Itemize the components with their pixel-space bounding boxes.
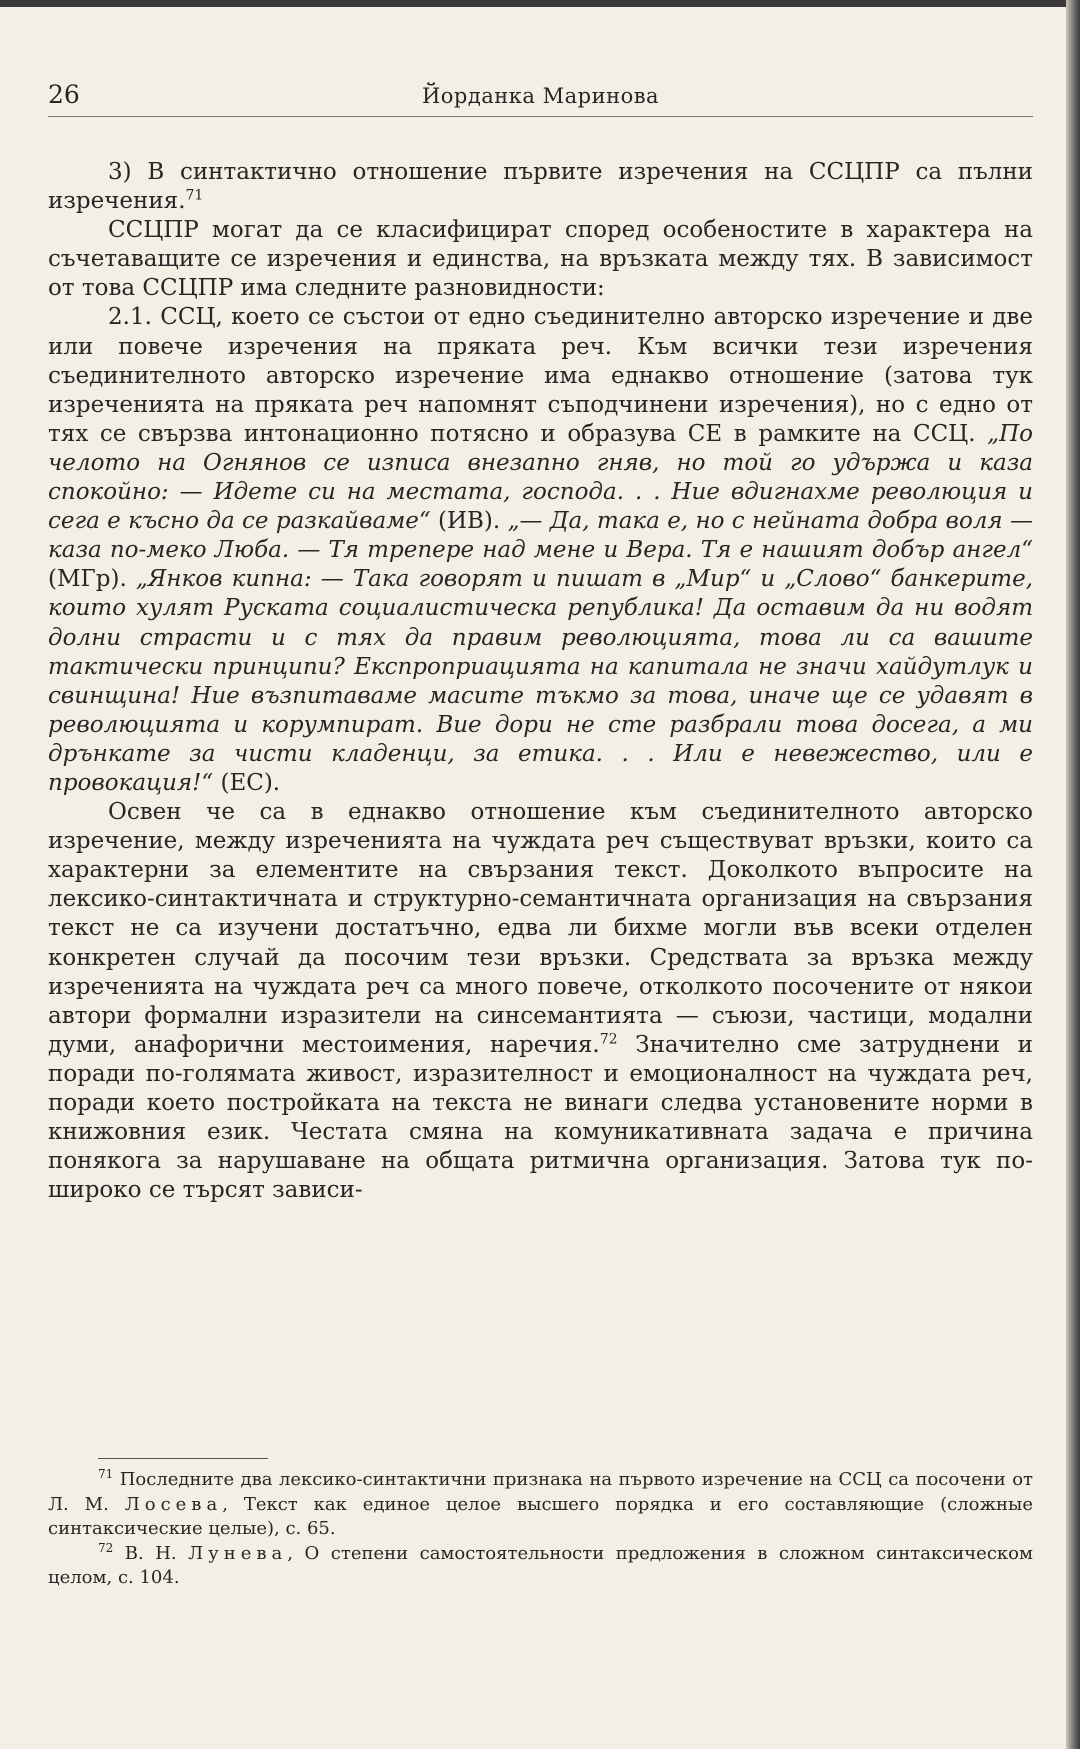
paragraph-2: ССЦПР могат да се класифицират според особеностите в характера на съчетаващите се изречения и единства, на връзката между тях. В зависимост от това ССЦПР има следните разновидности: xyxy=(48,217,1033,302)
footnote-ref: 72 xyxy=(599,1031,618,1048)
footnote-author: Лосева xyxy=(124,1493,223,1515)
page-top-edge xyxy=(0,0,1080,7)
page-header xyxy=(48,80,1033,112)
footnote-author: Лунева xyxy=(188,1542,288,1564)
paragraph-1: 3) В синтактично отношение първите изречения на ССЦПР са пълни изречения.$^{71}$ xyxy=(48,159,1033,215)
quote-source: (ЕС). xyxy=(213,769,281,796)
quote-example: „— Да, така е, но с нейната добра воля — каза по-меко Люба. — Тя трепере над мене и Вера. Тя е нашият добър ангел“ xyxy=(48,508,1034,564)
footnote-rule xyxy=(98,1458,268,1459)
book-spine-edge xyxy=(1066,0,1080,1749)
quote-source: (ИВ). xyxy=(430,508,508,535)
page-number: 26 xyxy=(48,80,80,109)
paragraph-3: 2.1. ССЦ, което се състои от едно съединително авторско изречение и две или повече изречения на пряката реч. Към всички тези изречения съединителното авторско изречение има еднакво отношение (затова тук изреченията на пряката реч напомнят съподчинени изречения), но с едно от тях се свързва интонационно потясно и образува СЕ в рамките на ССЦ. „По челото на Огнянов се изписа внезапно гняв, но той го удържа и каза спокойно: — Идете си на местата, господа. . . Ние вдигнахме революция и сега е късно да се разкайваме“ (ИВ). „— Да, така е, но с нейната добра воля — каза по-меко Люба. — Тя трепере над мене и Вера. Тя е нашият добър ангел“ (МГр). „Янков кипна: — Така говорят и пишат в „Мир“ и „Слово“ банкерите, които хулят Руската социалистическа република! Да оставим да ни водят долни страсти и с тях да правим революцията, това ли са вашите тактически принципи? Експроприацията на капитала не значи хайдутлук и свинщина! Ние възпитаваме масите тъкмо за това, иначе ще се удавят в революцията и корумпират. Вие дори не сте разбрали това досега, а ми дрънкате за чисти кладенци, за етика. . . Или е невежество, или е провокация!“ (ЕС). xyxy=(48,304,1034,796)
footnote: $^{72}$ В. Н. Лунева, О степени самостоятельности предложения в сложном синтаксическом целом, с. 104. xyxy=(48,1540,1033,1588)
quote-example: „Янков кипна: — Така говорят и пишат в „Мир“ и „Слово“ банкерите, които хулят Руската социалистическа република! Да оставим да ни водят долни страсти и с тях да правим революцията, това ли са вашите тактически принципи? Експроприацията на капитала не значи хайдутлук и свинщина! Ние възпитаваме масите тъкмо за това, иначе ще се удавят в революцията и корумпират. Вие дори не сте разбрали това досега, а ми дрънкате за чисти кладенци, за етика. . . Или е невежество, или е провокация!“ xyxy=(48,566,1033,796)
quote-source: (МГр). xyxy=(48,566,136,593)
footnotes xyxy=(48,1468,1033,1591)
paragraph-4: Освен че са в еднакво отношение към съединителното авторско изречение, между изреченията на чуждата реч съществуват връзки, които са характерни за елементите на свързания текст. Доколкото въпросите на лексико-синтактичната и структурно-семантичната организация на свързания текст не са изучени достатъчно, едва ли бихме могли във всеки отделен конкретен случай да посочим тези връзки. Средствата за връзка между изреченията на чуждата реч са много повече, отколкото посочените от някои автори формални изразители на синсемантията — съюзи, частици, модални думи, анафорични местоимения, наречия.$^{72}$ Значително сме затруднени и поради по-голямата живост, изразителност и емоционалност на чуждата реч, поради което постройката на текста не винаги следва установените норми в книжовния език. Честата смяна на комуникативната задача е причина понякога за нарушаване на общата ритмична организация. Затова тук по-широко се търсят зависи- xyxy=(48,799,1033,1204)
body-text xyxy=(48,158,1033,1205)
footnote-ref: 71 xyxy=(185,187,204,204)
header-rule xyxy=(48,116,1033,117)
running-head: Йорданка Маринова xyxy=(421,84,660,108)
quote-example: „По челото на Огнянов се изписа внезапно гняв, но той го удържа и каза спокойно: — Идете си на местата, господа. . . Ние вдигнахме революция и сега е късно да се разкайваме“ xyxy=(48,420,1033,535)
footnote: $^{71}$ Последните два лексико-синтактични признака на първото изречение на ССЦ са посочени от Л. М. Лосева, Текст как единое целое высшего порядка и его составляющие (сложные синтаксические целые), с. 65. xyxy=(48,1467,1034,1539)
